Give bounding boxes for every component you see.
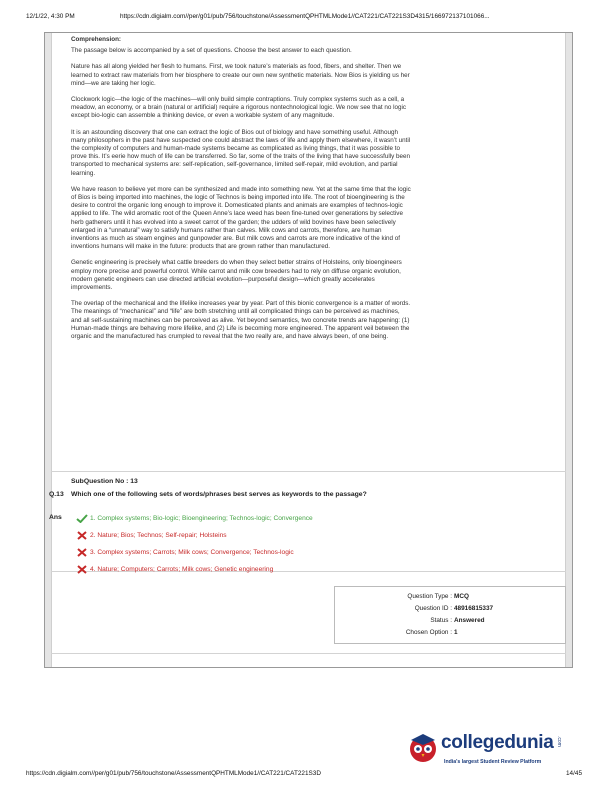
status-value: Answered (454, 617, 485, 624)
passage-paragraph: We have reason to believe yet more can be synthesized and made into something new. Yet at the same time that the logic of Bios is being imported into machines, the logic of Technos is being imported into life. The root of bioengineering is the desire to control the organic long enough to improve it. Domesticated plants and animals are examples of technos-logic applied to life. The wild aromatic root of the Queen Anne’s lace weed has been fine-tuned over generations by selective herb gatherers until it has evolved into a sweet carrot of the garden; the udders of wild bovines have been selectively enlarged in a “unnatural” way to satisfy humans rather than calves. Milk cows and carrots, therefore, are human inventions as much as steam engines and gunpowder are. But milk cows and carrots are more indicative of the kind of inventions humans will make in the future: products that are grown rather than manufactured. (71, 185, 411, 251)
cross-icon (76, 565, 88, 574)
question-id-label: Question ID : (414, 605, 452, 612)
question-info-box (334, 586, 566, 644)
brand-tagline: India's largest Student Review Platform (444, 759, 542, 765)
question-id-value: 48916815337 (454, 605, 494, 612)
passage-paragraph: The overlap of the mechanical and the lifelike increases year by year. Part of this bionic convergence is a matter of words. The meanings of “mechanical” and “life” are both stretching until all complicated things can be perceived as machines, and all self-sustaining machines can be perceived as alive. Yet beyond semantics, two concrete trends are happening: (1) Human-made things are behaving more lifelike, and (2) Life is becoming more engineered. The apparent veil between the organic and the manufactured has crumpled to reveal that the two really are, and have always been, of one being. (71, 300, 411, 341)
page-number: 14/45 (566, 770, 582, 777)
collegedunia-logo (408, 732, 568, 772)
passage-paragraph: Genetic engineering is precisely what cattle breeders do when they select better strains of Holsteins, only bioengineers employ more precise and powerful control. While carrot and milk cow breeders had to rely on diffuse organic evolution, modern genetic engineers can use directed artificial evolution—purposeful design—which greatly accelerates improvements. (71, 259, 402, 292)
option-label: 2. Nature; Bios; Technos; Self-repair; Holsteins (90, 532, 227, 539)
subquestion-label: SubQuestion No : 13 (71, 478, 138, 485)
check-icon (76, 514, 88, 523)
option-4 (76, 565, 273, 574)
option-label: 1. Complex systems; Bio-logic; Bioengineering; Technos-logic; Convergence (90, 515, 313, 522)
question-type-label: Question Type : (407, 593, 452, 600)
answer-label: Ans (49, 514, 62, 521)
passage-paragraph: The passage below is accompanied by a set of questions. Choose the best answer to each question. (71, 47, 352, 55)
print-date: 12/1/22, 4:30 PM (26, 13, 75, 20)
cross-icon (76, 531, 88, 540)
brand-domain: .com (556, 736, 562, 747)
print-url[interactable]: https://cdn.digialm.com//per/g01/pub/756/touchstone/AssessmentQPHTMLMode1//CAT221/CAT221S3D4315/166972137101066... (120, 13, 490, 20)
passage-paragraph: Clockwork logic—the logic of the machines—will only build simple contraptions. Truly complex systems such as a cell, a meadow, an economy, or a brain (natural or artificial) require a rigorous nontechnological logic. We now see that no logic except bio-logic can assemble a thinking device, or even a workable system of any magnitude. (71, 96, 407, 120)
chosen-option-value: 1 (454, 629, 458, 636)
option-1 (76, 514, 313, 523)
passage-paragraph: Nature has all along yielded her flesh to humans. First, we took nature’s materials as food, fibers, and shelter. Then we learned to extract raw materials from her biosphere to create our own new synthetic materials. Now Bios is yielding us her mind—we are taking her logic. (71, 63, 410, 87)
frame-right-bar (565, 33, 572, 667)
chosen-option-label: Chosen Option : (405, 629, 452, 636)
option-3 (76, 548, 294, 557)
status-label: Status : (430, 617, 452, 624)
option-label: 4. Nature; Computers; Carrots; Milk cows; Genetic engineering (90, 566, 274, 573)
passage-paragraph: It is an astounding discovery that one can extract the logic of Bios out of biology and have something useful. Although many philosophers in the past have suspected one could abstract the laws of life and apply them elsewhere, it wasn’t until the complexity of computers and human-made systems became as complicated as living things, that it was possible to prove this. It’s eerie how much of life can be transferred. So far, some of the traits of the living that have successfully been transported to mechanical systems are: self-replication, self-governance, limited self-repair, mild evolution, and partial learning. (71, 128, 411, 177)
divider (51, 653, 566, 654)
cross-icon (76, 548, 88, 557)
question-number: Q.13 (49, 491, 64, 498)
option-2 (76, 531, 227, 540)
comprehension-passage (71, 36, 411, 349)
option-label: 3. Complex systems; Carrots; Milk cows; Convergence; Technos-logic (90, 549, 294, 556)
comprehension-heading: Comprehension: (71, 36, 122, 43)
divider (51, 471, 566, 472)
footer-url[interactable]: https://cdn.digialm.com//per/g01/pub/756/touchstone/AssessmentQPHTMLMode1//CAT221/CAT221S3D (26, 770, 321, 777)
question-type-value: MCQ (454, 593, 469, 600)
brand-name: collegedunia (441, 732, 554, 753)
owl-logo-icon (408, 732, 438, 768)
question-text: Which one of the following sets of words/phrases best serves as keywords to the passage? (71, 491, 367, 498)
